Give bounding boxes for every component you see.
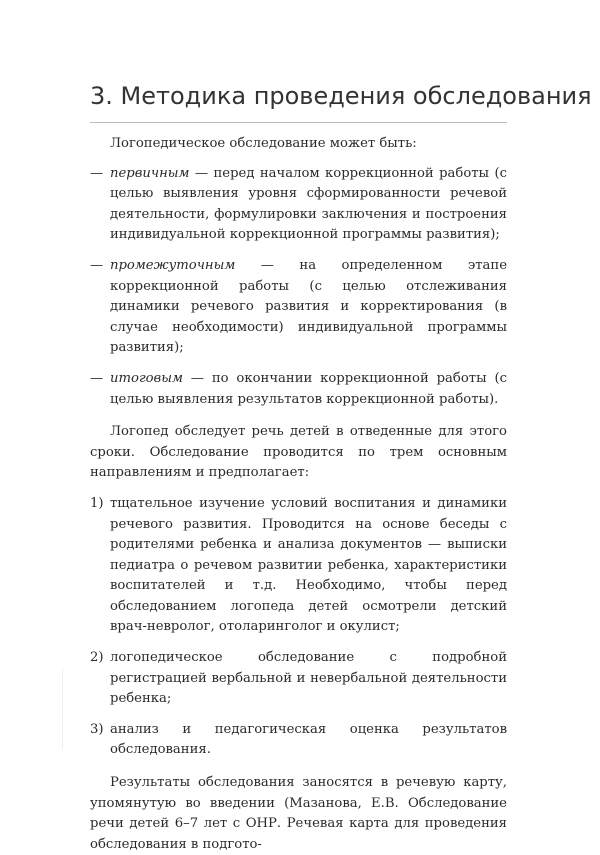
list-item-text: — на определенном этапе коррекционной работы (с целью отслеживания динамики речевого развития и корректирования (в случае необходимости) индивидуальной программы развития); [110, 257, 507, 356]
list-item-text: — перед началом коррекционной работы (с целью выявления уровня сформированности речевой деятельности, формулировки заключения и построения индивидуальной коррекционной программы развития); [110, 165, 507, 243]
item-number: 2) [90, 650, 104, 666]
list-dash: — [90, 257, 104, 273]
directions-list [90, 494, 507, 761]
list-dash: — [90, 165, 104, 181]
list-item-text: — по окончании коррекционной работы (с целью выявления результатов коррекционной работы). [110, 370, 507, 407]
paragraph-procedure: Логопед обследует речь детей в отведенные для этого сроки. Обследование проводится по трем основным направлениям и предполагает: [90, 424, 507, 481]
list-item-intermediate [90, 256, 507, 359]
numbered-item-text: анализ и педагогическая оценка результатов обследования. [110, 721, 507, 758]
body-text [90, 134, 507, 855]
term-intermediate: промежуточным [110, 257, 236, 273]
list-item-final [90, 369, 507, 410]
intro-paragraph: Логопедическое обследование может быть: [110, 136, 417, 151]
page-edge-shadow [62, 668, 63, 750]
list-dash: — [90, 370, 104, 386]
numbered-item-1 [90, 494, 507, 638]
term-primary: первичным [110, 165, 190, 181]
numbered-item-2 [90, 648, 507, 710]
paragraph-results: Результаты обследования заносятся в речевую карту, упомянутую во введении (Мазанова, Е.В. Обследование речи детей 6–7 лет с ОНР. Речевая карта для проведения обследования в подгото- [90, 775, 507, 852]
numbered-item-text: тщательное изучение условий воспитания и динамики речевого развития. Проводится на основе беседы с родителями ребенка и анализа документов — выписки педиатра о речевом развитии ребенка, характеристики воспитателей и т.д. Необходимо, чтобы перед обследованием логопеда детей осмотрели детский врач-невролог, отоларинголог и окулист; [110, 495, 507, 635]
heading-rule [90, 122, 507, 123]
exam-types-list [90, 164, 507, 411]
numbered-item-text: логопедическое обследование с подробной регистрацией вербальной и невербальной деятельности ребенка; [110, 650, 507, 707]
list-item-primary [90, 164, 507, 246]
numbered-item-3 [90, 720, 507, 761]
item-number: 3) [90, 721, 104, 737]
item-number: 1) [90, 495, 104, 511]
term-final: итоговым [110, 370, 183, 386]
section-heading: 3. Методика проведения обследования [90, 82, 592, 110]
